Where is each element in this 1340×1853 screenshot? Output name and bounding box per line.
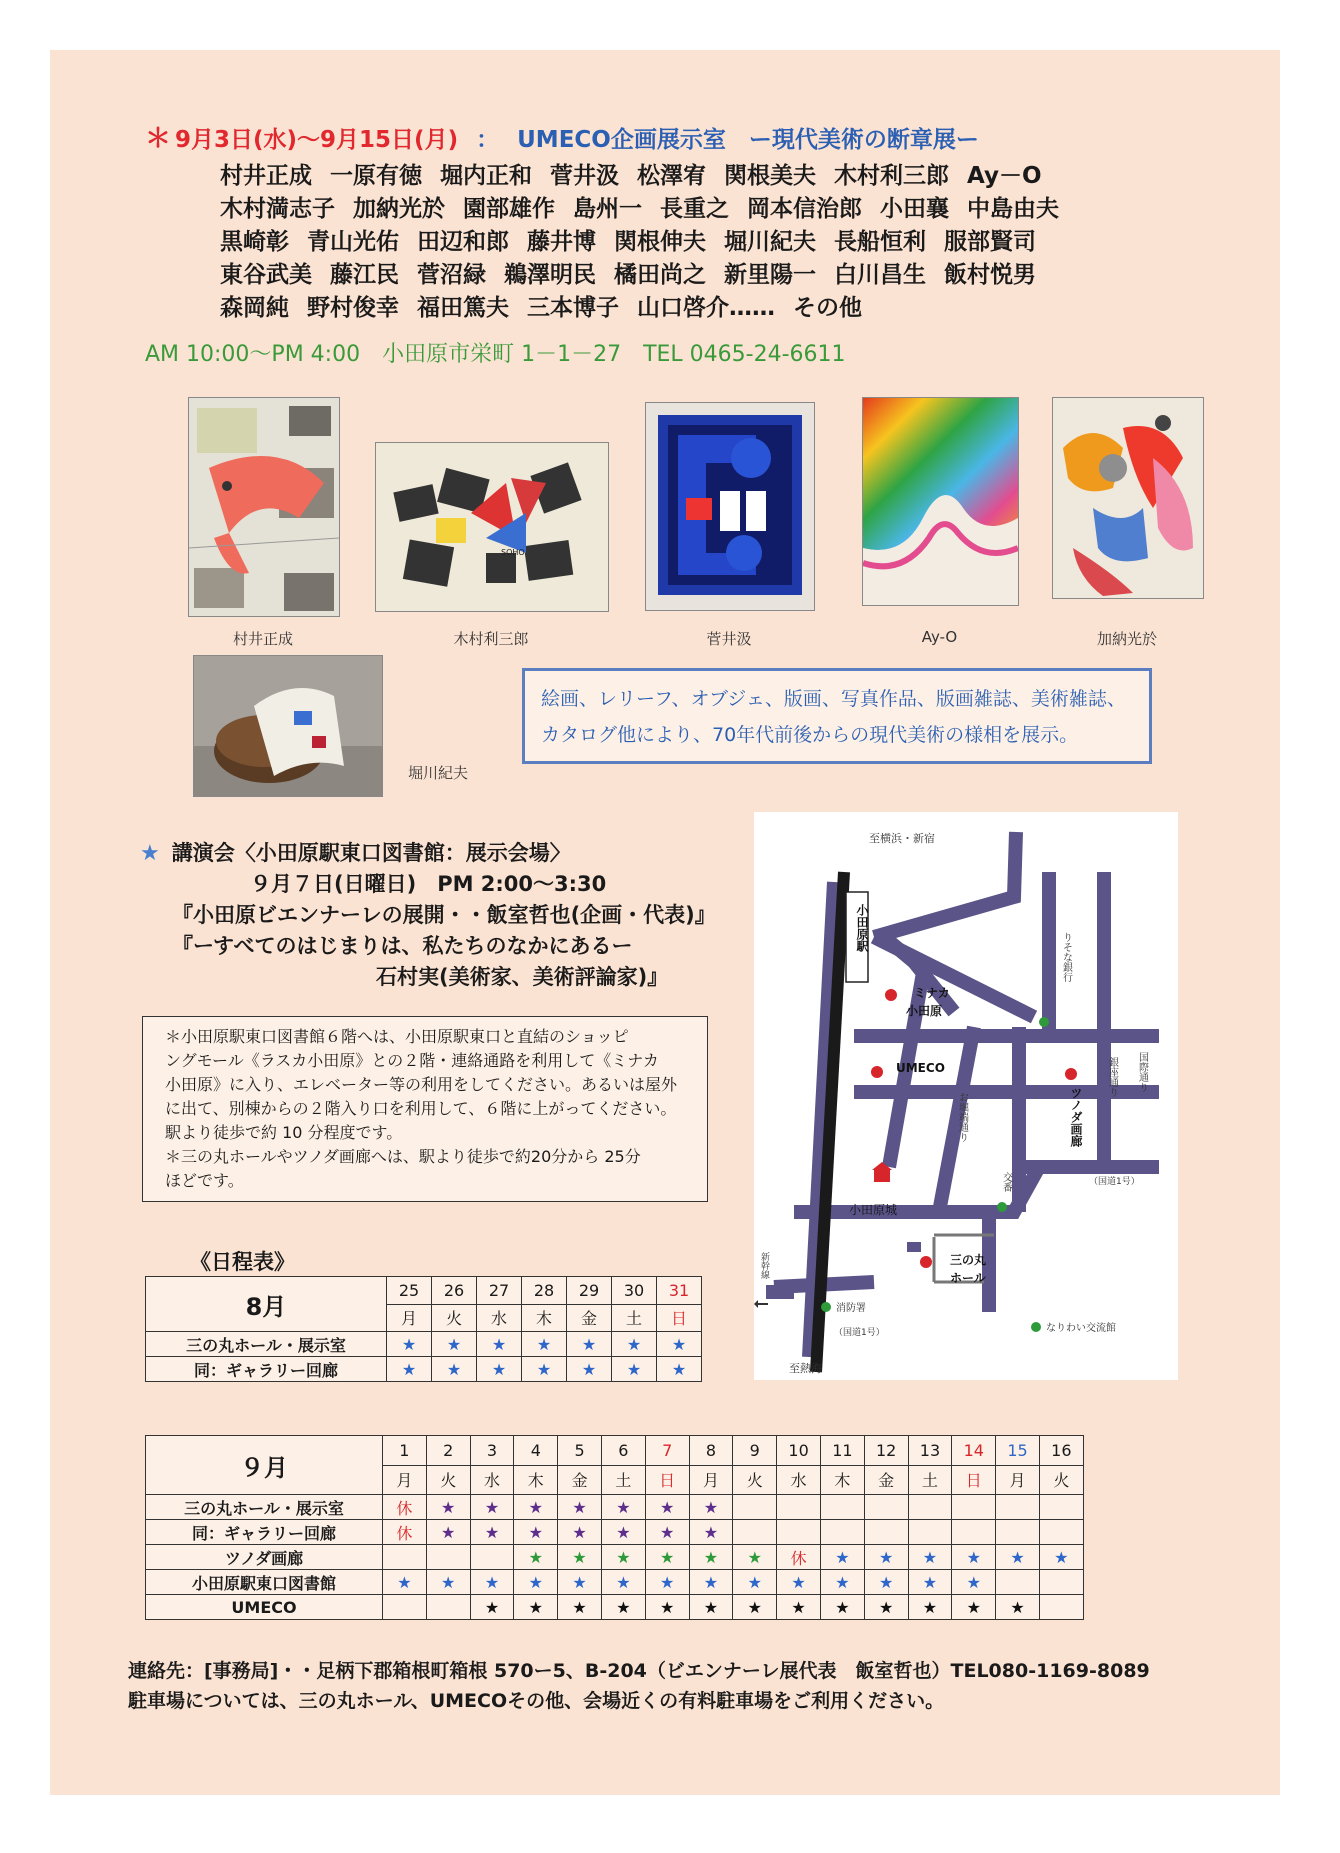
description-line: 絵画、レリーフ、オブジェ、版画、写真作品、版画雑誌、美術雑誌、 [541, 688, 1126, 710]
artist-row [220, 226, 1077, 259]
schedule-cell: ★ [645, 1595, 689, 1620]
schedule-cell: ★ [567, 1357, 612, 1382]
schedule-cell: ★ [558, 1570, 602, 1595]
schedule-cell: ★ [645, 1570, 689, 1595]
schedule-cell: ★ [820, 1545, 864, 1570]
schedule-cell: ★ [645, 1520, 689, 1545]
schedule-cell: ★ [426, 1520, 470, 1545]
lecture-talk: 『小田原ビエンナーレの展開・・飯室哲也(企画・代表)』 [172, 903, 716, 927]
day-cell: 2 [426, 1436, 470, 1466]
artist-name: 青山光佑 [307, 229, 399, 255]
artist-row [220, 259, 1077, 292]
artist-name: 堀川紀夫 [724, 229, 816, 255]
artwork-kimura [375, 442, 609, 612]
schedule-cell: ★ [514, 1570, 558, 1595]
schedule-cell: ★ [777, 1570, 821, 1595]
lecture-info [140, 838, 716, 993]
schedule-cell [1039, 1570, 1083, 1595]
weekday-cell: 金 [567, 1304, 612, 1332]
artist-name: 関根伸夫 [614, 229, 706, 255]
artist-row [220, 160, 1077, 193]
artist-name: 岡本信治郎 [747, 196, 862, 222]
hours-tel: TEL 0465-24-6611 [643, 342, 846, 367]
day-cell: 14 [952, 1436, 996, 1466]
access-line: ングモール《ラスカ小田原》との２階・連絡通路を利用して《ミナカ [165, 1051, 659, 1070]
schedule-cell [1039, 1595, 1083, 1620]
artist-name: 長重之 [660, 196, 729, 222]
weekday-cell: 木 [522, 1304, 567, 1332]
artist-name: 森岡純 [220, 295, 289, 321]
artist-name: 堀内正和 [440, 163, 532, 189]
schedule-cell: ★ [477, 1357, 522, 1382]
day-cell: 27 [477, 1277, 522, 1305]
schedule-cell: ★ [996, 1595, 1040, 1620]
artist-name: 関根美夫 [724, 163, 816, 189]
map-resona: りそな銀行 [1060, 932, 1072, 982]
schedule-cell: ★ [426, 1495, 470, 1520]
schedule-cell: ★ [645, 1495, 689, 1520]
schedule-cell: ★ [908, 1570, 952, 1595]
exhibition-dates: 9月3日(水)～9月15日(月) [175, 127, 459, 153]
schedule-cell [733, 1495, 777, 1520]
lecture-datetime: ９月７日(日曜日) PM 2:00～3:30 [250, 872, 607, 896]
exhibition-description [522, 668, 1152, 764]
artwork-caption: 堀川紀夫 [408, 764, 469, 782]
schedule-cell: ★ [387, 1357, 432, 1382]
artist-name: 木村利三郎 [834, 163, 949, 189]
schedule-cell: ★ [514, 1595, 558, 1620]
artist-name: 園部雄作 [463, 196, 555, 222]
table-row [146, 1357, 702, 1382]
title-separator: ： [476, 127, 500, 153]
day-cell: 13 [908, 1436, 952, 1466]
weekday-cell: 火 [733, 1465, 777, 1495]
weekday-cell: 火 [1039, 1465, 1083, 1495]
schedule-cell: ★ [733, 1595, 777, 1620]
schedule-cell: ★ [689, 1570, 733, 1595]
schedule-cell: ★ [432, 1332, 477, 1357]
contact-info: 連絡先：[事務局]・・足柄下郡箱根町箱根 570ー5、B-204（ビエンナーレ展代表 飯室哲也）TEL080-1169-8089 [128, 1660, 1150, 1682]
schedule-cell [733, 1520, 777, 1545]
artist-name: 服部賢司 [944, 229, 1036, 255]
table-row [146, 1570, 1084, 1595]
map-station: 小田原駅 [855, 904, 869, 952]
day-cell: 30 [612, 1277, 657, 1305]
schedule-august [145, 1276, 702, 1382]
schedule-cell: ★ [558, 1495, 602, 1520]
lecture-title: 講演会〈小田原駅東口図書館：展示会場〉 [171, 841, 571, 865]
weekday-cell: 土 [612, 1304, 657, 1332]
weekday-cell: 火 [432, 1304, 477, 1332]
map-shinkansen: 新幹線 [759, 1252, 769, 1279]
map-tsunoda: ツノダ画廊 [1069, 1087, 1083, 1147]
access-line: 小田原》に入り、エレベーター等の利用をしてください。あるいは屋外 [165, 1075, 678, 1094]
asterisk-mark: ＊ [145, 124, 172, 154]
weekday-cell: 水 [470, 1465, 514, 1495]
hours-time: AM 10:00～PM 4:00 [145, 342, 361, 367]
day-cell: 28 [522, 1277, 567, 1305]
schedule-cell: ★ [514, 1520, 558, 1545]
day-cell: 10 [777, 1436, 821, 1466]
schedule-cell: ★ [558, 1595, 602, 1620]
schedule-cell [996, 1520, 1040, 1545]
venue-label: ツノダ画廊 [146, 1545, 383, 1570]
venue-label: 小田原駅東口図書館 [146, 1570, 383, 1595]
artist-name: 三本博子 [527, 295, 619, 321]
table-row [146, 1520, 1084, 1545]
day-cell: 25 [387, 1277, 432, 1305]
artwork-murai [188, 397, 340, 617]
artwork-caption: 木村利三郎 [453, 630, 529, 648]
schedule-cell: ★ [601, 1520, 645, 1545]
artist-name: 菅井汲 [550, 163, 619, 189]
artist-name: 木村満志子 [220, 196, 335, 222]
schedule-cell: ★ [996, 1545, 1040, 1570]
access-line: ＊小田原駅東口図書館６階へは、小田原駅東口と直結のショッピ [165, 1027, 629, 1046]
weekday-cell: 月 [383, 1465, 427, 1495]
access-line: 駅より徒歩で約 10 分程度です。 [165, 1123, 403, 1142]
schedule-cell: ★ [1039, 1545, 1083, 1570]
schedule-cell: ★ [952, 1545, 996, 1570]
venue-label: 三の丸ホール・展示室 [146, 1332, 387, 1357]
schedule-cell [996, 1495, 1040, 1520]
weekday-cell: 日 [645, 1465, 689, 1495]
map-shobo: 消防署 [836, 1303, 866, 1314]
schedule-cell: 休 [777, 1545, 821, 1570]
artist-list [220, 160, 1077, 325]
map-sannomaru-2: ホール [950, 1271, 986, 1285]
schedule-cell [777, 1520, 821, 1545]
artist-name: 中島由夫 [967, 196, 1059, 222]
access-notes [142, 1016, 708, 1202]
artist-name: Ay－O [967, 163, 1042, 189]
weekday-cell: 火 [426, 1465, 470, 1495]
artist-name: 村井正成 [220, 163, 312, 189]
day-cell: 26 [432, 1277, 477, 1305]
schedule-cell: ★ [864, 1570, 908, 1595]
schedule-cell: ★ [908, 1595, 952, 1620]
schedule-cell [777, 1495, 821, 1520]
map-koban: 交番 [1000, 1172, 1012, 1192]
schedule-cell: ★ [514, 1545, 558, 1570]
weekday-cell: 金 [558, 1465, 602, 1495]
artist-name: 鵜澤明民 [504, 262, 596, 288]
schedule-cell: ★ [522, 1357, 567, 1382]
map-to-yokohama: 至横浜・新宿 [869, 832, 935, 845]
schedule-cell [908, 1495, 952, 1520]
artwork-label: SOHO [501, 548, 525, 557]
table-row [146, 1332, 702, 1357]
schedule-cell: ★ [601, 1595, 645, 1620]
weekday-cell: 月 [996, 1465, 1040, 1495]
artwork-sugai [645, 402, 815, 611]
schedule-cell [383, 1545, 427, 1570]
venue-label: UMECO [146, 1595, 383, 1620]
map-minaka-2: 小田原 [906, 1004, 943, 1018]
schedule-cell: ★ [470, 1570, 514, 1595]
schedule-title: 《日程表》 [190, 1250, 295, 1274]
lecture-talk: 石村実(美術家、美術評論家)』 [376, 965, 669, 989]
schedule-cell: ★ [477, 1332, 522, 1357]
weekday-cell: 水 [477, 1304, 522, 1332]
schedule-cell: ★ [733, 1545, 777, 1570]
schedule-cell: ★ [387, 1332, 432, 1357]
artist-name: 加納光於 [353, 196, 445, 222]
artist-name: 藤井博 [527, 229, 596, 255]
map-ohori: お堀端通り [956, 1092, 968, 1142]
artist-row [220, 292, 1077, 325]
artwork-caption: 村井正成 [232, 630, 293, 648]
artist-name: 飯村悦男 [944, 262, 1036, 288]
map-route1: （国道1号） [1089, 1177, 1140, 1187]
weekday-cell: 月 [387, 1304, 432, 1332]
schedule-cell: ★ [612, 1357, 657, 1382]
schedule-cell [864, 1520, 908, 1545]
schedule-cell [383, 1595, 427, 1620]
schedule-cell: 休 [383, 1520, 427, 1545]
schedule-cell: ★ [820, 1570, 864, 1595]
weekday-cell: 水 [777, 1465, 821, 1495]
footer-info [128, 1656, 1150, 1716]
day-cell: 8 [689, 1436, 733, 1466]
schedule-cell [820, 1495, 864, 1520]
schedule-cell: ★ [820, 1595, 864, 1620]
venue-label: 同：ギャラリー回廊 [146, 1357, 387, 1382]
day-cell: 7 [645, 1436, 689, 1466]
schedule-cell: ★ [864, 1595, 908, 1620]
schedule-cell: ★ [657, 1332, 702, 1357]
schedule-cell: ★ [470, 1520, 514, 1545]
map-castle: 小田原城 [849, 1203, 898, 1217]
schedule-cell: ★ [470, 1595, 514, 1620]
schedule-cell: ★ [733, 1570, 777, 1595]
artist-name: その他 [793, 295, 862, 321]
description-line: カタログ他により、70年代前後からの現代美術の様相を展示。 [541, 724, 1079, 746]
artist-name: 橘田尚之 [614, 262, 706, 288]
weekday-cell: 木 [514, 1465, 558, 1495]
schedule-cell: ★ [567, 1332, 612, 1357]
artist-name: 藤江民 [330, 262, 399, 288]
schedule-cell: ★ [558, 1545, 602, 1570]
map-route1-south: （国道1号） [834, 1328, 885, 1338]
schedule-cell [952, 1520, 996, 1545]
artist-name: 松澤宥 [637, 163, 706, 189]
schedule-september [145, 1435, 1084, 1620]
table-row [146, 1595, 1084, 1620]
schedule-cell: ★ [689, 1520, 733, 1545]
weekday-cell: 木 [820, 1465, 864, 1495]
day-cell: 5 [558, 1436, 602, 1466]
schedule-cell [952, 1495, 996, 1520]
schedule-cell: ★ [952, 1595, 996, 1620]
artist-name: 長船恒利 [834, 229, 926, 255]
artist-name: 田辺和郎 [417, 229, 509, 255]
day-cell: 4 [514, 1436, 558, 1466]
access-line: ＊三の丸ホールやツノダ画廊へは、駅より徒歩で約20分から 25分 [165, 1147, 641, 1166]
hours-address: 小田原市栄町 1－1－27 [382, 342, 622, 367]
schedule-cell: ★ [657, 1357, 702, 1382]
schedule-cell: ★ [514, 1495, 558, 1520]
access-line: に出て、別棟からの２階入り口を利用して、６階に上がってください。 [165, 1099, 677, 1118]
day-cell: 6 [601, 1436, 645, 1466]
table-row [146, 1277, 702, 1305]
weekday-cell: 日 [657, 1304, 702, 1332]
artwork-ayo [862, 397, 1019, 606]
schedule-cell [426, 1545, 470, 1570]
schedule-cell [820, 1520, 864, 1545]
artist-name: 島州一 [573, 196, 642, 222]
artwork-caption: Ay-O [921, 628, 958, 646]
exhibition-venue: UMECO企画展示室 ー現代美術の断章展ー [517, 127, 979, 153]
schedule-cell: ★ [432, 1357, 477, 1382]
artist-name: 東谷武美 [220, 262, 312, 288]
day-cell: 12 [864, 1436, 908, 1466]
artist-name: 小田襄 [880, 196, 949, 222]
day-cell: 29 [567, 1277, 612, 1305]
schedule-cell [470, 1545, 514, 1570]
month-label: ９月 [146, 1436, 383, 1495]
opening-hours [145, 337, 868, 368]
artist-name: 野村俊幸 [307, 295, 399, 321]
day-cell: 9 [733, 1436, 777, 1466]
artwork-caption: 菅井汲 [706, 630, 752, 648]
schedule-cell [1039, 1520, 1083, 1545]
venue-label: 同：ギャラリー回廊 [146, 1520, 383, 1545]
schedule-cell: ★ [426, 1570, 470, 1595]
day-cell: 1 [383, 1436, 427, 1466]
day-cell: 31 [657, 1277, 702, 1305]
schedule-cell [864, 1495, 908, 1520]
day-cell: 15 [996, 1436, 1040, 1466]
schedule-cell: ★ [558, 1520, 602, 1545]
weekday-cell: 土 [908, 1465, 952, 1495]
artist-name: 福田篤夫 [417, 295, 509, 321]
map-to-atami: 至熱海 [789, 1362, 822, 1375]
map-ginza: 銀座通り [1106, 1057, 1118, 1097]
weekday-cell: 土 [601, 1465, 645, 1495]
artwork-kano [1052, 397, 1204, 599]
artist-name: 黒崎彰 [220, 229, 289, 255]
map-nariwai: なりわい交流館 [1046, 1323, 1116, 1334]
weekday-cell: 日 [952, 1465, 996, 1495]
schedule-cell: ★ [601, 1495, 645, 1520]
day-cell: 11 [820, 1436, 864, 1466]
schedule-cell [908, 1520, 952, 1545]
schedule-cell [1039, 1495, 1083, 1520]
table-row [146, 1545, 1084, 1570]
schedule-cell: 休 [383, 1495, 427, 1520]
schedule-cell: ★ [612, 1332, 657, 1357]
map-sannomaru: 三の丸 [950, 1253, 987, 1267]
star-icon: ★ [140, 841, 160, 866]
artwork-caption: 加納光於 [1096, 630, 1157, 648]
parking-info: 駐車場については、三の丸ホール、UMECOその他、会場近くの有料駐車場をご利用ください。 [128, 1690, 945, 1712]
map-kokusai: 国際通り [1136, 1052, 1148, 1092]
schedule-cell: ★ [470, 1495, 514, 1520]
artist-name: 山口啓介…… [637, 295, 775, 321]
table-row [146, 1495, 1084, 1520]
schedule-cell: ★ [522, 1332, 567, 1357]
month-label: 8月 [146, 1277, 387, 1332]
schedule-cell: ★ [601, 1570, 645, 1595]
exhibition-title [145, 118, 979, 155]
artist-row [220, 193, 1077, 226]
schedule-cell: ★ [601, 1545, 645, 1570]
artwork-horikawa [193, 655, 383, 797]
schedule-cell [426, 1595, 470, 1620]
table-row [146, 1436, 1084, 1466]
artist-name: 一原有徳 [330, 163, 422, 189]
artist-name: 菅沼緑 [417, 262, 486, 288]
schedule-cell: ★ [689, 1545, 733, 1570]
artist-name: 新里陽一 [724, 262, 816, 288]
schedule-cell: ★ [864, 1545, 908, 1570]
access-map [754, 812, 1178, 1380]
schedule-cell: ★ [908, 1545, 952, 1570]
schedule-cell: ★ [689, 1595, 733, 1620]
map-minaka: ミナカ [914, 986, 950, 1000]
access-line: ほどです。 [165, 1171, 244, 1190]
schedule-cell: ★ [645, 1545, 689, 1570]
schedule-cell: ★ [689, 1495, 733, 1520]
artist-name: 白川昌生 [834, 262, 926, 288]
day-cell: 16 [1039, 1436, 1083, 1466]
schedule-cell: ★ [383, 1570, 427, 1595]
map-umeco: UMECO [896, 1061, 945, 1075]
lecture-talk: 『ーすべてのはじまりは、私たちのなかにあるー [172, 934, 633, 958]
day-cell: 3 [470, 1436, 514, 1466]
schedule-cell: ★ [777, 1595, 821, 1620]
weekday-cell: 月 [689, 1465, 733, 1495]
schedule-cell [996, 1570, 1040, 1595]
weekday-cell: 金 [864, 1465, 908, 1495]
schedule-cell: ★ [952, 1570, 996, 1595]
venue-label: 三の丸ホール・展示室 [146, 1495, 383, 1520]
